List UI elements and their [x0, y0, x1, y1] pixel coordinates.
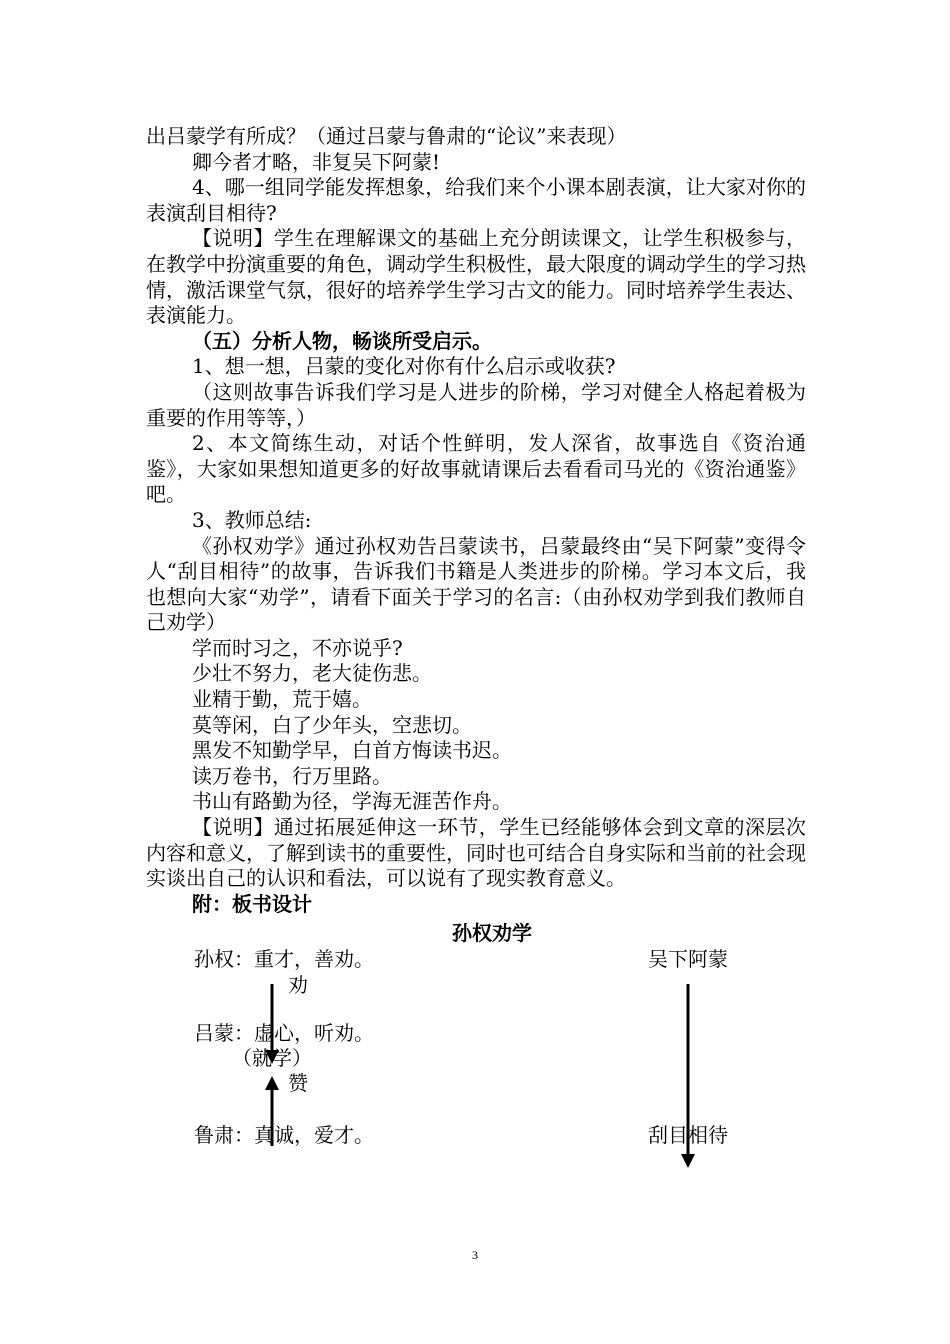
paragraph: 出吕蒙学有所成？（通过吕蒙与鲁肃的“论议”来表现）: [146, 124, 627, 148]
paragraph: 3、教师总结:: [192, 507, 312, 532]
explanation-paragraph: 【说明】通过拓展延伸这一环节，学生已经能够体会到文章的深层次内容和意义，了解到读书的重要性，同时也可结合自身实际和当前的社会现实谈出自己的认识和看法，可以说有了现实教育意义。: [146, 815, 806, 891]
paragraph: 2、本文简练生动，对话个性鲜明，发人深省，故事选自《资治通鉴》，大家如果想知道更多的好故事就请课后去看看司马光的《资治通鉴》吧。: [146, 431, 806, 507]
board-wuxia: 吴下阿蒙: [648, 947, 728, 971]
paragraph: 《孙权劝学》通过孙权劝告吕蒙读书，吕蒙最终由“吴下阿蒙”变得令人“刮目相待”的故事，告诉我们书籍是人类进步的阶梯。学习本文后，我也想向大家“劝学”，请看下面关于学习的名言:（由孙权劝学到我们教师自己劝学）: [146, 533, 806, 635]
paragraph: 卿今者才略，非复吴下阿蒙!: [192, 149, 441, 174]
arrow-down-transform-head: [681, 1154, 695, 1168]
paragraph: 1、想一想，吕蒙的变化对你有什么启示或收获?: [192, 354, 616, 379]
section-heading: （五）分析人物，畅谈所受启示。: [192, 328, 492, 353]
board-guamu: 刮目相待: [648, 1123, 728, 1147]
quote-line: 读万卷书，行万里路。: [192, 763, 392, 788]
board-title: 孙权劝学: [452, 921, 532, 945]
paragraph: 4、哪一组同学能发挥想象，给我们来个小课本剧表演，让大家对你的表演刮目相待?: [146, 175, 806, 225]
board-quan: 劝: [288, 973, 308, 997]
quote-line: 学而时习之，不亦说乎?: [192, 635, 403, 660]
appendix-heading: 附：板书设计: [192, 891, 312, 916]
page-number: 3: [472, 1248, 478, 1262]
quote-line: 少壮不努力，老大徒伤悲。: [192, 661, 432, 686]
board-jiuxue: （就学）: [232, 1046, 312, 1070]
quote-line: 业精于勤，荒于嬉。: [192, 687, 372, 712]
quote-line: 莫等闲，白了少年头，空悲切。: [192, 712, 472, 737]
board-lusu: 鲁肃：真诚，爱才。: [194, 1123, 374, 1147]
board-lvmeng: 吕蒙：虚心，听劝。: [194, 1021, 374, 1045]
quote-line: 黑发不知勤学早，白首方悔读书迟。: [192, 738, 512, 763]
explanation-paragraph: 【说明】学生在理解课文的基础上充分朗读课文，让学生积极参与，在教学中扮演重要的角色，调动学生积极性，最大限度的调动学生的学习热情，激活课堂气氛，很好的培养学生学习古文的能力。同时培养学生表达、表演能力。: [146, 226, 806, 328]
paragraph: （这则故事告诉我们学习是人进步的阶梯，学习对健全人格起着极为重要的作用等等，）: [146, 379, 806, 430]
board-sunquan: 孙权：重才，善劝。: [194, 947, 374, 971]
arrow-up-zan-head: [265, 1076, 279, 1090]
quote-line: 书山有路勤为径，学海无涯苦作舟。: [192, 789, 512, 814]
board-zan: 赞: [288, 1071, 308, 1095]
